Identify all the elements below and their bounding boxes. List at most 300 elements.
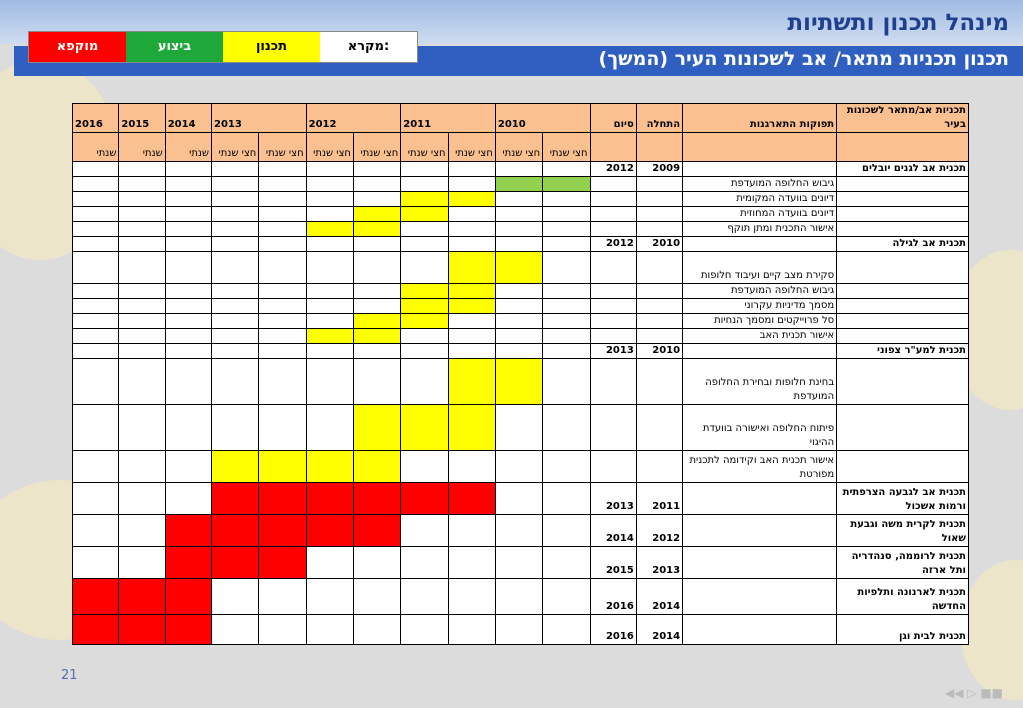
gantt-cell-frozen	[401, 483, 448, 515]
gantt-cell	[73, 515, 119, 547]
table-row	[73, 314, 969, 329]
gantt-cell	[259, 299, 306, 314]
start-year	[636, 405, 682, 451]
gantt-cell	[495, 483, 542, 515]
gantt-cell	[119, 359, 165, 405]
col-2013: 2013	[212, 104, 307, 133]
gantt-cell	[448, 547, 495, 579]
plan-name	[837, 177, 969, 192]
gantt-cell	[448, 451, 495, 483]
end-year: 2013	[590, 483, 636, 515]
gantt-cell-planning	[448, 192, 495, 207]
gantt-cell-planning	[353, 451, 400, 483]
header-row-periods	[73, 133, 969, 162]
gantt-cell	[353, 192, 400, 207]
gantt-cell	[73, 329, 119, 344]
gantt-cell	[543, 359, 590, 405]
col-end: סיום	[590, 104, 636, 133]
gantt-cell	[401, 579, 448, 615]
gantt-cell-execution	[495, 177, 542, 192]
gantt-cell-planning	[448, 252, 495, 284]
end-year	[590, 284, 636, 299]
gantt-cell-frozen	[306, 515, 353, 547]
gantt-cell-planning	[353, 329, 400, 344]
gantt-cell	[73, 299, 119, 314]
gantt-cell	[119, 162, 165, 177]
gantt-cell	[306, 237, 353, 252]
gantt-cell	[259, 314, 306, 329]
col-2010: 2010	[495, 104, 590, 133]
plan-name: תכנית לארנונה ותלפיות החדשה	[837, 579, 969, 615]
end-year: 2015	[590, 547, 636, 579]
gantt-cell	[543, 299, 590, 314]
end-year: 2012	[590, 237, 636, 252]
plan-name	[837, 222, 969, 237]
plan-name: תכנית אב לגילה	[837, 237, 969, 252]
gantt-cell	[306, 162, 353, 177]
gantt-cell	[306, 284, 353, 299]
gantt-cell-planning	[212, 451, 259, 483]
plan-name	[837, 451, 969, 483]
gantt-cell	[448, 314, 495, 329]
schedule-table	[72, 103, 969, 645]
start-year: 2013	[636, 547, 682, 579]
task-name: בחינת חלופות ובחירת החלופה המועדפת	[683, 359, 837, 405]
task-name: דיונים בוועדה המקומית	[683, 192, 837, 207]
gantt-cell-execution	[543, 177, 590, 192]
gantt-cell-planning	[259, 451, 306, 483]
gantt-cell	[73, 237, 119, 252]
gantt-cell-frozen	[212, 483, 259, 515]
gantt-cell	[543, 547, 590, 579]
gantt-cell	[401, 615, 448, 645]
legend-label: מקרא:	[320, 32, 417, 62]
gantt-cell	[259, 222, 306, 237]
table-row	[73, 344, 969, 359]
end-year: 2016	[590, 615, 636, 645]
gantt-cell-frozen	[306, 483, 353, 515]
gantt-cell	[401, 252, 448, 284]
gantt-cell	[119, 299, 165, 314]
gantt-cell	[165, 252, 211, 284]
gantt-cell-frozen	[259, 547, 306, 579]
gantt-cell	[543, 451, 590, 483]
task-name: אישור התכנית ומתן תוקף	[683, 222, 837, 237]
gantt-cell	[119, 547, 165, 579]
gantt-cell	[495, 222, 542, 237]
gantt-cell-frozen	[353, 515, 400, 547]
gantt-cell	[119, 207, 165, 222]
gantt-cell	[165, 329, 211, 344]
start-year: 2011	[636, 483, 682, 515]
gantt-cell	[259, 192, 306, 207]
table-row	[73, 483, 969, 515]
gantt-cell-frozen	[165, 547, 211, 579]
plan-name: תכנית אב לגנים יובלים	[837, 162, 969, 177]
task-name	[683, 615, 837, 645]
end-year	[590, 207, 636, 222]
gantt-cell	[495, 284, 542, 299]
gantt-cell	[212, 162, 259, 177]
gantt-cell	[73, 192, 119, 207]
start-year	[636, 314, 682, 329]
gantt-cell	[259, 329, 306, 344]
end-year	[590, 252, 636, 284]
gantt-cell	[259, 252, 306, 284]
gantt-cell	[495, 237, 542, 252]
table-row	[73, 284, 969, 299]
task-name	[683, 547, 837, 579]
gantt-cell	[448, 515, 495, 547]
gantt-cell-frozen	[448, 483, 495, 515]
gantt-cell	[165, 483, 211, 515]
gantt-cell	[119, 237, 165, 252]
gantt-cell	[119, 451, 165, 483]
gantt-cell	[543, 344, 590, 359]
period-half: חצי שנתי	[543, 133, 590, 162]
table-row	[73, 237, 969, 252]
table-row	[73, 207, 969, 222]
start-year	[636, 177, 682, 192]
gantt-cell	[401, 222, 448, 237]
table-row	[73, 579, 969, 615]
gantt-cell	[448, 207, 495, 222]
gantt-cell	[73, 451, 119, 483]
task-name: דיונים בוועדה המחוזית	[683, 207, 837, 222]
gantt-cell	[543, 314, 590, 329]
gantt-cell	[212, 314, 259, 329]
gantt-cell	[495, 579, 542, 615]
gantt-cell-frozen	[212, 547, 259, 579]
gantt-cell	[259, 615, 306, 645]
task-name: סקירת מצב קיים ועיבוד חלופות	[683, 252, 837, 284]
gantt-cell	[119, 177, 165, 192]
gantt-cell	[119, 284, 165, 299]
gantt-cell-frozen	[73, 615, 119, 645]
gantt-cell	[212, 207, 259, 222]
gantt-cell-planning	[495, 359, 542, 405]
gantt-cell	[353, 237, 400, 252]
gantt-cell-planning	[448, 359, 495, 405]
gantt-cell	[259, 579, 306, 615]
gantt-cell	[543, 515, 590, 547]
gantt-cell-planning	[495, 252, 542, 284]
plan-name: תכנית למע"ר צפוני	[837, 344, 969, 359]
end-year: 2014	[590, 515, 636, 547]
gantt-cell	[306, 192, 353, 207]
task-name: פיתוח החלופה ואישורה בוועדת ההיגוי	[683, 405, 837, 451]
gantt-cell	[212, 405, 259, 451]
gantt-cell	[119, 515, 165, 547]
gantt-cell	[543, 579, 590, 615]
col-task: תפוקות התארגנות	[683, 104, 837, 133]
gantt-cell	[353, 359, 400, 405]
gantt-cell	[495, 299, 542, 314]
gantt-cell-planning	[401, 284, 448, 299]
gantt-cell	[543, 483, 590, 515]
gantt-cell	[259, 177, 306, 192]
gantt-cell-planning	[401, 207, 448, 222]
gantt-cell	[259, 237, 306, 252]
gantt-cell-planning	[306, 329, 353, 344]
table-row	[73, 299, 969, 314]
period-half: חצי שנתי	[353, 133, 400, 162]
plan-name: תכנית לקרית משה וגבעת שאול	[837, 515, 969, 547]
start-year	[636, 329, 682, 344]
start-year	[636, 359, 682, 405]
start-year: 2014	[636, 579, 682, 615]
task-name: סל פרוייקטים ומסמך הנחיות	[683, 314, 837, 329]
end-year	[590, 222, 636, 237]
gantt-cell	[306, 579, 353, 615]
gantt-cell	[495, 314, 542, 329]
gantt-cell	[259, 359, 306, 405]
gantt-cell	[543, 284, 590, 299]
plan-name	[837, 314, 969, 329]
gantt-cell	[73, 344, 119, 359]
background-shape	[960, 560, 1023, 700]
end-year	[590, 299, 636, 314]
gantt-cell	[212, 615, 259, 645]
gantt-cell	[165, 299, 211, 314]
gantt-cell	[448, 344, 495, 359]
table-row	[73, 177, 969, 192]
task-name: מסמך מדיניות עקרוני	[683, 299, 837, 314]
period-half: חצי שנתי	[495, 133, 542, 162]
legend-frozen: מוקפא	[29, 32, 126, 62]
gantt-cell	[212, 177, 259, 192]
start-year: 2010	[636, 344, 682, 359]
gantt-cell	[165, 314, 211, 329]
gantt-cell	[165, 177, 211, 192]
gantt-cell	[495, 329, 542, 344]
plan-name	[837, 405, 969, 451]
gantt-cell	[543, 207, 590, 222]
plan-name	[837, 252, 969, 284]
gantt-cell	[353, 284, 400, 299]
period-yearly: שנתי	[119, 133, 165, 162]
legend-execution: ביצוע	[126, 32, 223, 62]
gantt-cell	[212, 579, 259, 615]
end-year	[590, 177, 636, 192]
gantt-cell	[165, 451, 211, 483]
gantt-cell-frozen	[259, 515, 306, 547]
end-year: 2013	[590, 344, 636, 359]
gantt-cell	[165, 222, 211, 237]
task-name	[683, 162, 837, 177]
start-year	[636, 192, 682, 207]
gantt-cell-frozen	[165, 515, 211, 547]
gantt-cell	[401, 359, 448, 405]
gantt-cell	[306, 207, 353, 222]
page-number: 21	[61, 668, 78, 683]
gantt-cell-frozen	[73, 579, 119, 615]
gantt-cell	[165, 162, 211, 177]
gantt-cell	[353, 344, 400, 359]
task-name: אישור תכנית האב	[683, 329, 837, 344]
gantt-cell-frozen	[165, 615, 211, 645]
gantt-cell-frozen	[165, 579, 211, 615]
task-name	[683, 515, 837, 547]
start-year	[636, 252, 682, 284]
gantt-cell	[495, 162, 542, 177]
gantt-cell	[448, 222, 495, 237]
legend	[28, 31, 418, 63]
col-2016: 2016	[73, 104, 119, 133]
gantt-cell	[306, 252, 353, 284]
gantt-cell	[165, 192, 211, 207]
gantt-cell	[306, 615, 353, 645]
gantt-cell	[259, 284, 306, 299]
gantt-cell-planning	[353, 207, 400, 222]
gantt-cell	[401, 344, 448, 359]
start-year: 2012	[636, 515, 682, 547]
gantt-cell	[212, 344, 259, 359]
gantt-cell	[165, 405, 211, 451]
gantt-cell	[212, 252, 259, 284]
table-row	[73, 162, 969, 177]
gantt-cell	[543, 162, 590, 177]
gantt-cell	[401, 177, 448, 192]
table-row	[73, 359, 969, 405]
gantt-cell	[73, 547, 119, 579]
end-year	[590, 314, 636, 329]
gantt-cell	[495, 515, 542, 547]
gantt-cell	[543, 329, 590, 344]
gantt-cell	[543, 192, 590, 207]
gantt-cell	[119, 192, 165, 207]
end-year	[590, 329, 636, 344]
gantt-cell	[448, 177, 495, 192]
plan-name	[837, 329, 969, 344]
end-year	[590, 359, 636, 405]
gantt-cell-planning	[401, 299, 448, 314]
slide-nav-icons[interactable]: ◀◀ ▷ ■■	[945, 686, 1003, 700]
gantt-cell	[306, 547, 353, 579]
gantt-cell	[353, 252, 400, 284]
gantt-cell	[543, 252, 590, 284]
gantt-cell-planning	[353, 222, 400, 237]
gantt-cell	[73, 359, 119, 405]
gantt-cell	[73, 222, 119, 237]
task-name: גיבוש החלופה המועדפת	[683, 177, 837, 192]
gantt-cell	[259, 207, 306, 222]
gantt-cell	[353, 177, 400, 192]
task-name: גיבוש החלופה המועדפת	[683, 284, 837, 299]
gantt-cell	[448, 615, 495, 645]
gantt-cell	[73, 483, 119, 515]
gantt-cell	[495, 451, 542, 483]
gantt-cell	[212, 329, 259, 344]
gantt-cell-planning	[353, 405, 400, 451]
start-year: 2010	[636, 237, 682, 252]
table-row	[73, 515, 969, 547]
gantt-cell	[495, 344, 542, 359]
gantt-cell	[165, 207, 211, 222]
end-year	[590, 405, 636, 451]
task-name: אישור תכנית האב וקידומה לתכנית מפורטת	[683, 451, 837, 483]
gantt-cell	[119, 222, 165, 237]
gantt-cell	[73, 252, 119, 284]
gantt-cell-planning	[401, 314, 448, 329]
end-year	[590, 451, 636, 483]
col-start: התחלה	[636, 104, 682, 133]
gantt-cell	[165, 359, 211, 405]
gantt-cell-planning	[448, 405, 495, 451]
page-subtitle: תכנון תכניות מתאר/ אב לשכונות העיר (המשך)	[598, 48, 1009, 70]
gantt-cell	[353, 299, 400, 314]
gantt-cell	[448, 162, 495, 177]
period-yearly: שנתי	[73, 133, 119, 162]
gantt-cell	[495, 615, 542, 645]
start-year	[636, 284, 682, 299]
table-row	[73, 252, 969, 284]
gantt-cell	[259, 162, 306, 177]
gantt-cell	[73, 314, 119, 329]
table-row	[73, 547, 969, 579]
gantt-cell	[401, 451, 448, 483]
gantt-cell	[165, 284, 211, 299]
col-plan: תכניות אב/מתאר לשכונות בעיר	[837, 104, 969, 133]
task-name	[683, 579, 837, 615]
gantt-cell	[73, 207, 119, 222]
gantt-cell	[448, 329, 495, 344]
gantt-cell	[401, 237, 448, 252]
gantt-cell-frozen	[353, 483, 400, 515]
task-name	[683, 483, 837, 515]
gantt-cell	[212, 222, 259, 237]
gantt-cell	[543, 405, 590, 451]
gantt-cell	[401, 547, 448, 579]
period-yearly: שנתי	[165, 133, 211, 162]
gantt-cell	[353, 162, 400, 177]
gantt-cell	[353, 547, 400, 579]
gantt-cell	[165, 237, 211, 252]
gantt-cell	[495, 405, 542, 451]
table-row	[73, 192, 969, 207]
plan-name: תכנית לרוממה, סנהדריה ותל ארזה	[837, 547, 969, 579]
gantt-cell	[119, 344, 165, 359]
gantt-cell	[543, 615, 590, 645]
gantt-cell	[495, 207, 542, 222]
gantt-cell	[119, 329, 165, 344]
period-half: חצי שנתי	[401, 133, 448, 162]
start-year: 2009	[636, 162, 682, 177]
col-2012: 2012	[306, 104, 401, 133]
gantt-cell	[448, 579, 495, 615]
gantt-cell	[73, 162, 119, 177]
gantt-cell	[212, 359, 259, 405]
start-year	[636, 299, 682, 314]
plan-name	[837, 359, 969, 405]
gantt-cell	[212, 192, 259, 207]
gantt-cell-planning	[353, 314, 400, 329]
table-row	[73, 451, 969, 483]
gantt-cell	[212, 284, 259, 299]
table-row	[73, 615, 969, 645]
end-year: 2012	[590, 162, 636, 177]
start-year	[636, 451, 682, 483]
start-year: 2014	[636, 615, 682, 645]
start-year	[636, 222, 682, 237]
period-half: חצי שנתי	[212, 133, 259, 162]
task-name	[683, 237, 837, 252]
period-half: חצי שנתי	[448, 133, 495, 162]
gantt-cell-planning	[448, 284, 495, 299]
gantt-cell	[119, 314, 165, 329]
gantt-cell	[119, 405, 165, 451]
gantt-cell	[306, 177, 353, 192]
